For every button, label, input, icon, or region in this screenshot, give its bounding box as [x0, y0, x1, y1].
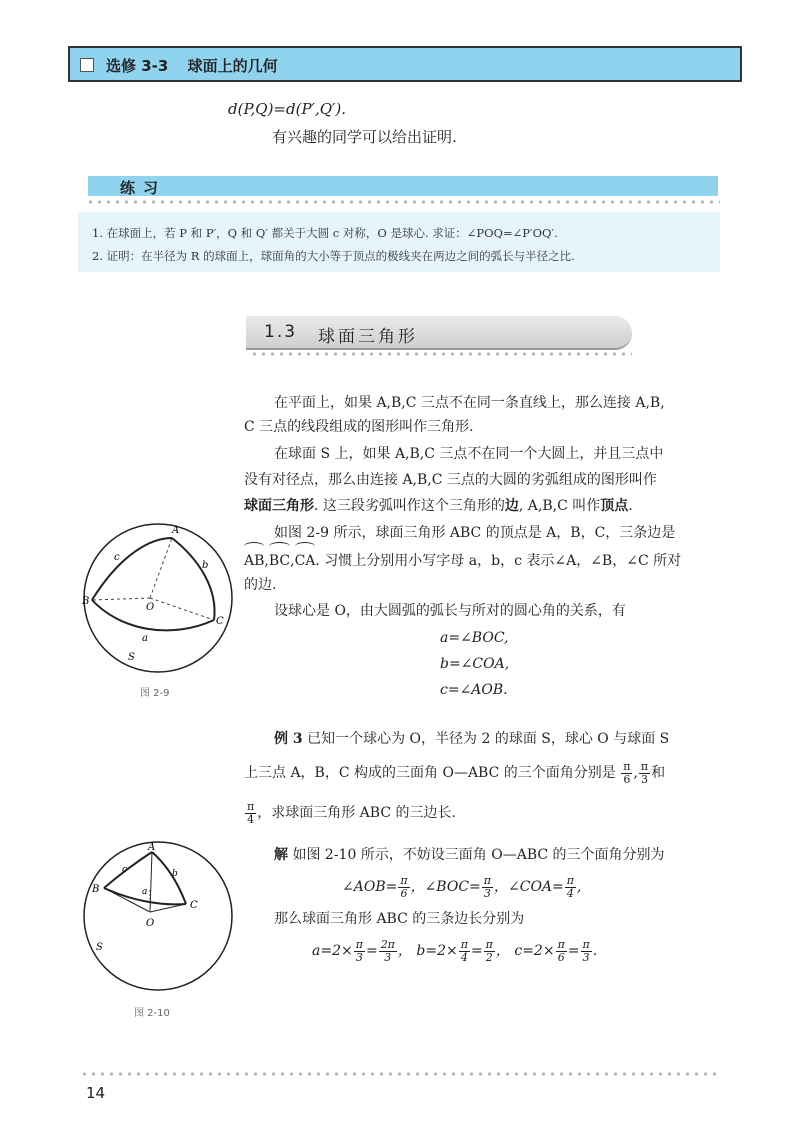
- fig1-label-B: B: [82, 596, 90, 607]
- frac-pi-4: $\frac{\pi}{4}$: [247, 799, 255, 826]
- example-line-1: [274, 726, 669, 753]
- solution-lengths: a=2× $\frac{\pi}{3}$ = $\frac{2\pi}{3}$ ， b=2× $\frac{\pi}{4}$ = $\frac{\pi}{2}$ ， c=2× $\frac{\pi}{6}$ = $\frac{\pi}{3}$ .: [312, 937, 598, 964]
- example-text-3: ，求球面三角形 ABC 的三边长.: [257, 805, 456, 821]
- term-spherical-triangle: 球面三角形: [244, 498, 314, 514]
- fig2-label-A: A: [148, 842, 156, 853]
- fig2-arc-b: [152, 852, 186, 904]
- fig1-arc-b: [172, 538, 215, 620]
- fig2-label-C: C: [190, 900, 198, 911]
- para-2-line-2: 没有对径点，那么由连接 A,B,C 三点的大圆的劣弧组成的图形叫作: [244, 472, 657, 488]
- section-heading: [246, 316, 632, 350]
- header-square-icon: [80, 58, 94, 72]
- fig1-label-a: a: [142, 633, 148, 644]
- para-1-line-2: C 三点的线段组成的图形叫作三角形.: [244, 419, 474, 435]
- para-3-rest: . 习惯上分别用小写字母 a，b，c 表示∠A，∠B，∠C 所对: [315, 553, 682, 569]
- example-line-2: 上三点 A，B，C 构成的三面角 O—ABC 的三个面角分别是 $\frac{\pi}{6}$ , $\frac{\pi}{3}$ 和: [244, 759, 666, 786]
- para-2-mid2: , A,B,C 叫作: [518, 498, 601, 514]
- fig2-arc-c: [104, 852, 152, 888]
- page-number: 14: [86, 1084, 106, 1102]
- solution-line-1: [274, 842, 665, 869]
- fig2-label-O: O: [146, 918, 155, 929]
- figure-2-9-caption: 图 2-9: [140, 688, 170, 699]
- fig2-label-S: S: [96, 942, 103, 953]
- prev-formula: d(P,Q)=d(P′,Q′).: [228, 100, 347, 118]
- equation-b: b=∠COA,: [440, 656, 510, 672]
- solution-text-1: 如图 2-10 所示，不妨设三面角 O—ABC 的三个面角分别为: [292, 847, 665, 863]
- fig1-label-b: b: [202, 560, 209, 571]
- fig1-sphere-outline: [84, 524, 232, 672]
- header-text: [106, 55, 292, 76]
- exercise-dotted-divider: [86, 200, 720, 204]
- fig2-label-b: b: [172, 869, 178, 879]
- arc-bc: BC: [269, 546, 290, 575]
- footer-dotted-divider: [80, 1072, 720, 1076]
- para-3-line-3: 的边.: [244, 577, 277, 593]
- para-2-mid: . 这三段劣弧叫作这个三角形的: [314, 498, 505, 514]
- para-2-end: .: [628, 498, 633, 514]
- fig2-label-c: c: [122, 865, 128, 875]
- section-number: 1.3: [264, 322, 298, 342]
- example-text-1: 已知一个球心为 O，半径为 2 的球面 S，球心 O 与球面 S: [307, 731, 670, 747]
- solution-angles: ∠AOB= $\frac{\pi}{6}$ ，∠BOC= $\frac{\pi}{3}$ ，∠COA= $\frac{\pi}{4}$ ,: [342, 873, 582, 900]
- chapter-header: [68, 46, 742, 82]
- solution-line-3: 那么球面三角形 ABC 的三条边长分别为: [274, 911, 525, 927]
- header-section: 选修 3-3: [106, 57, 169, 75]
- exercise-item-2: 2. 证明：在半径为 R 的球面上，球面角的大小等于顶点的极线夹在两边之间的弧长与半径之比.: [92, 249, 575, 263]
- solution-label: 解: [274, 847, 288, 863]
- header-title: 球面上的几何: [187, 57, 278, 75]
- figure-2-9: [80, 520, 236, 676]
- exercise-item-1: 1. 在球面上，若 P 和 P′，Q 和 Q′ 都关于大圆 c 对称，O 是球心. 求证：∠POQ=∠P′OQ′.: [92, 226, 558, 240]
- para-2-line-1: 在球面 S 上，如果 A,B,C 三点不在同一个大圆上，并且三点中: [274, 446, 664, 462]
- section-title: 球面三角形: [318, 327, 418, 347]
- fig1-label-c: c: [114, 552, 120, 563]
- example-and: 和: [651, 765, 666, 781]
- fig1-radius-oa: [150, 538, 172, 598]
- arc-ca: CA: [295, 546, 316, 575]
- exercise-box: [78, 212, 720, 272]
- exercise-bar: [88, 176, 718, 196]
- section-dotted-divider: [250, 352, 632, 356]
- fig2-label-B: B: [92, 884, 100, 895]
- fig1-label-O: O: [146, 602, 155, 613]
- frac-pi-3: $\frac{\pi}{3}$: [640, 759, 649, 786]
- equation-c: c=∠AOB.: [440, 682, 508, 698]
- prev-text: 有兴趣的同学可以给出证明.: [272, 128, 457, 146]
- example-text-2: 上三点 A，B，C 构成的三面角 O—ABC 的三个面角分别是: [244, 765, 616, 781]
- term-vertex: 顶点: [600, 498, 629, 514]
- term-edge: 边: [504, 498, 519, 514]
- fig1-label-C: C: [216, 616, 224, 627]
- example-line-3: [244, 800, 456, 827]
- figure-2-10: [80, 838, 236, 994]
- fig2-radius-oc: [150, 904, 186, 912]
- example-label: 例 3: [274, 731, 303, 747]
- para-3-line-1: 如图 2-9 所示，球面三角形 ABC 的顶点是 A，B，C，三条边是: [274, 525, 676, 541]
- fig2-label-a: a: [142, 887, 148, 897]
- fig1-radius-ob: [92, 598, 150, 600]
- fig1-radius-oc: [150, 598, 214, 620]
- fig2-sphere-outline: [84, 842, 232, 990]
- para-2-line-3: [244, 493, 633, 520]
- para-3-line-2: AB,BC,CA. 习惯上分别用小写字母 a，b，c 表示∠A，∠B，∠C 所对: [244, 546, 681, 575]
- frac-pi-6: $\frac{\pi}{6}$: [623, 759, 631, 786]
- figure-2-10-caption: 图 2-10: [134, 1008, 170, 1019]
- para-4: 设球心是 O，由大圆弧的弧长与所对的圆心角的关系，有: [274, 603, 626, 619]
- fig1-label-A: A: [172, 525, 180, 536]
- arc-ab: AB: [244, 546, 264, 575]
- para-1-line-1: 在平面上，如果 A,B,C 三点不在同一条直线上，那么连接 A,B,: [274, 395, 665, 411]
- equation-a: a=∠BOC,: [440, 630, 509, 646]
- fig1-label-S: S: [128, 652, 135, 663]
- exercise-title: 练习: [120, 179, 167, 197]
